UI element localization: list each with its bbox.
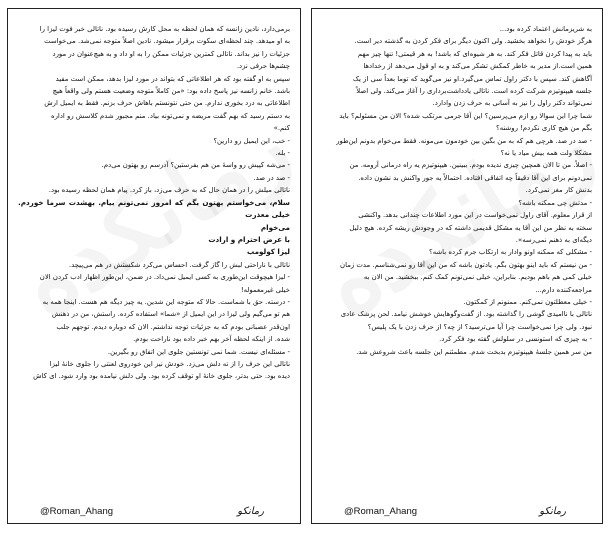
text-line: دیده بود. حتی بدتر، جلوی خانهٔ او توقف کرده بود. ولی دلش نیامده بود وارد شود. ای کاش xyxy=(33,372,290,381)
text-line: شده. از اینکه لحظه آخر بهم خبر داده بود ناراحت بودم. xyxy=(133,335,290,344)
book-page-right xyxy=(311,8,603,524)
text-line: به او میدهد. چند لحظه‌ای سکوت برقرار میشود. نادین اصلاً متوجه نمی‌شد. می‌خواست xyxy=(44,37,290,46)
text-line: ناتالی میلش را در همان حال که به حرف می‌زد، باز کرد. پیام همان لحظه رسیده بود. xyxy=(48,186,290,195)
book-page-left xyxy=(7,8,301,524)
text-line: - بله. xyxy=(275,149,290,158)
page-footer-left xyxy=(18,503,290,517)
text-line: - مشکلی که ممکنه اونو وادار به ارتکاب جرم کرده باشه؟ xyxy=(429,248,592,257)
text-line: اطلاعاتی به درد بخوری ندارم. من حتی نتونستم باهاش حرف بزنم. فقط به ایمیل ارش xyxy=(44,99,290,108)
author-handle-left: @Roman_Ahang xyxy=(40,506,114,517)
text-line: مشکلا ولت همه بیش میاد یا نه؟ xyxy=(500,149,592,158)
text-line: باید به پیدا کردن قاتل فکر کند. به هر شیوه‌ای که باشد! به هر قیمتی! تنها چیز مهم xyxy=(357,49,592,58)
author-handle-right: @Roman_Ahang xyxy=(344,506,418,517)
text-line: به دستم رسید که بهم گفت مریضه و نمی‌تونه بیاد. منم مجبور شدم کلاسش رو اداره xyxy=(50,111,290,120)
text-line: از قرار معلوم. آقای راول نمی‌خواست در این مورد اطلاعات چندانی بدهد. واکنشی xyxy=(358,211,592,220)
text-line: برمی‌دارد، نادین زانسه که همان لحظه به محل کارش رسیده بود. ناتالی خبر فوت لیزا را xyxy=(39,25,290,33)
text-line: با عرض احترام و ارادت xyxy=(208,234,290,244)
text-line: بدنش کار مغز نمی‌کرد. xyxy=(525,186,592,195)
text-line: دیگه‌ای به ذهنم نمی‌رسه». xyxy=(515,235,592,244)
text-line: بگم من هیچ کاری نکردم! روشنه؟ xyxy=(496,124,592,133)
text-line: سخته به نظر من این آقا یه مشکل قدیمی داشته که در وجودش ریشه کرده. هیچ دلیل xyxy=(349,223,592,232)
text-line: همین است.از مدیر به خاطر کمکش تشکر می‌کند و به او قول می‌دهد از رخدادها xyxy=(363,62,592,71)
text-line: - من نیستم که باید اینو بهتون بگم. یادتون باشه که من این آقا رو نمی‌شناسم. مدت زمان xyxy=(340,260,592,269)
text-line: نمی‌تواند دکتر راول را نیز به آسانی به حرف زدن وادارد. xyxy=(432,99,592,108)
text-line: - لیزا هیچوقت این‌طوری به کسی ایمیل نمی‌داد. در ضمن، این‌طور اظهار ادب کردن الان xyxy=(39,273,290,282)
text-line: من سر همین جلسهٔ هیپنوتیزم بدبخت شدم. مطمئنم این جلسه باعث شروعش شد. xyxy=(356,347,592,356)
text-line: مراجعه‌کننده دارم... xyxy=(535,285,592,294)
text-line: هم تو می‌گیم ولی لیزا در این ایمیل از «شما» استفاده کرده. راستش، من در ذهنش xyxy=(51,310,290,319)
text-line: - درسته. حق با شماست. حالا که متوجه این شدین. یه چیز دیگه هم هست. اینجا همه به xyxy=(42,297,290,306)
page-footer-right xyxy=(322,503,592,517)
text-line: ناتالی با ناامیدی گوشی را گذاشته بود. از گفت‌وگوهایش خوشش نیامد. لحن پزشک عادی xyxy=(340,310,592,319)
page-text-right xyxy=(322,23,592,358)
text-line: هرگز خودش را نخواهد بخشید. ولی اکنون دیگر برای فکر کردن به گذشته دیر است. xyxy=(354,37,592,46)
text-line: - خب، این ایمیل رو دارین؟ xyxy=(213,136,290,145)
text-line: جزئیات را نیز بداند. ناتالی کمترین جزئیات ممکن را به او داد و به هیچ‌عنوان در مورد xyxy=(52,49,290,58)
text-line: چشم‌ها حرفی نزد. xyxy=(236,62,290,71)
text-line: جلسه هیپنوتیزم شرکت کرده است. ناتالی یادداشت‌برداری را آغاز می‌کند. ولی اصلاً xyxy=(356,87,592,96)
text-line: باشد. خانم زانسه نیز پاسخ داده بود: «من کاملاً متوجه وضعیت هستم ولی واقعاً هیچ xyxy=(52,87,290,96)
text-line: سلام، می‌خواستم بهتون بگم که امروز نمی‌تونم بیام. بهشدت سرما خوردم. خیلی معذرت xyxy=(18,197,290,220)
text-line: - صد در صد. xyxy=(253,173,290,182)
text-line: نبود. ولی چرا نمی‌خواست چرا آیا می‌ترسید؟ از چه؟ از حرف زدن با یک پلیس؟ xyxy=(367,322,592,331)
text-line: لیزا کولومب xyxy=(246,247,290,257)
text-line: - به چیزی که استونسی در سلولش گفته بود فکر کرد. xyxy=(439,335,592,344)
text-line: ناتالی این حرف را از ته دلش می‌زد. خودش نیز این خودروی لعنتی را جلوی خانهٔ لیزا xyxy=(49,359,290,368)
text-line: کنم.» xyxy=(273,124,290,133)
text-line: می‌خوام xyxy=(260,222,290,232)
text-line: به شریزمانش اعتماد کرده بود... xyxy=(499,25,592,33)
signature-right: رمانکو xyxy=(539,506,566,517)
text-line: ناتالی با ناراحتی لبش را گاز گرفت. احساس می‌کرد شکستش در هم می‌پیچد. xyxy=(68,260,290,269)
text-line: آگاهش کند. سپس با دکتر راول تماس می‌گیرد.او نیز می‌گوید که توما بعداً سی از یک xyxy=(352,74,592,83)
text-line: - مدتش چی ممکنه باشه؟ xyxy=(518,198,592,207)
text-line: - مسئله‌ای نیست. شما نمی‌ تونستین جلوی این اتفاق رو بگیرین. xyxy=(107,347,290,356)
text-line: سپس به او گفته بود که هر اطلاعاتی که بتواند در مورد لیزا بدهد، ممکن است مفید xyxy=(55,74,290,83)
text-line: - خیلی معطلتون نمی‌کنم. ممنونم از کمکتون. xyxy=(463,297,592,306)
signature-left: رمانکو xyxy=(237,506,264,517)
text-line: نمی‌دونم برای این آقا دقیقاً چه اتفاقی افتاده. احتمالاً یه جور واکنش بد نشون داده. xyxy=(358,173,592,182)
text-line: - اصلاً. من تا الان همچین چیزی ندیده بودم. ببینین. هیپنوتیزم یه راه درمانی آرومه. من xyxy=(349,161,592,170)
text-line: - صد در صد. هرچی هم که به من بگین بین خودمون می‌مونه. فقط می‌خوام بدونم این‌طور xyxy=(336,136,592,145)
text-line: خیلی کمی هم باهم بودیم. بنابراین، خیلی نمی‌تونم کمک کنم. ببخشید. من الان به xyxy=(363,273,592,282)
text-line: اون‌قدر عصبانی بودم که به جزئیات توجه نداشتم. الان که دوباره دیدم. توجهم جلب xyxy=(56,322,290,331)
text-line: - می‌شه کپیش رو واسهٔ من هم بفرستین؟ آدرسم رو بهتون می‌دم. xyxy=(101,161,290,170)
page-text-left xyxy=(18,23,290,383)
text-line: شما چرا این سوالا رو ازم می‌پرسین؟ این آقا جرمی مرتکب شده؟ الان من مسئولم؟ باید xyxy=(339,111,592,120)
text-line: خیلی غیرمعموله! xyxy=(240,285,290,294)
